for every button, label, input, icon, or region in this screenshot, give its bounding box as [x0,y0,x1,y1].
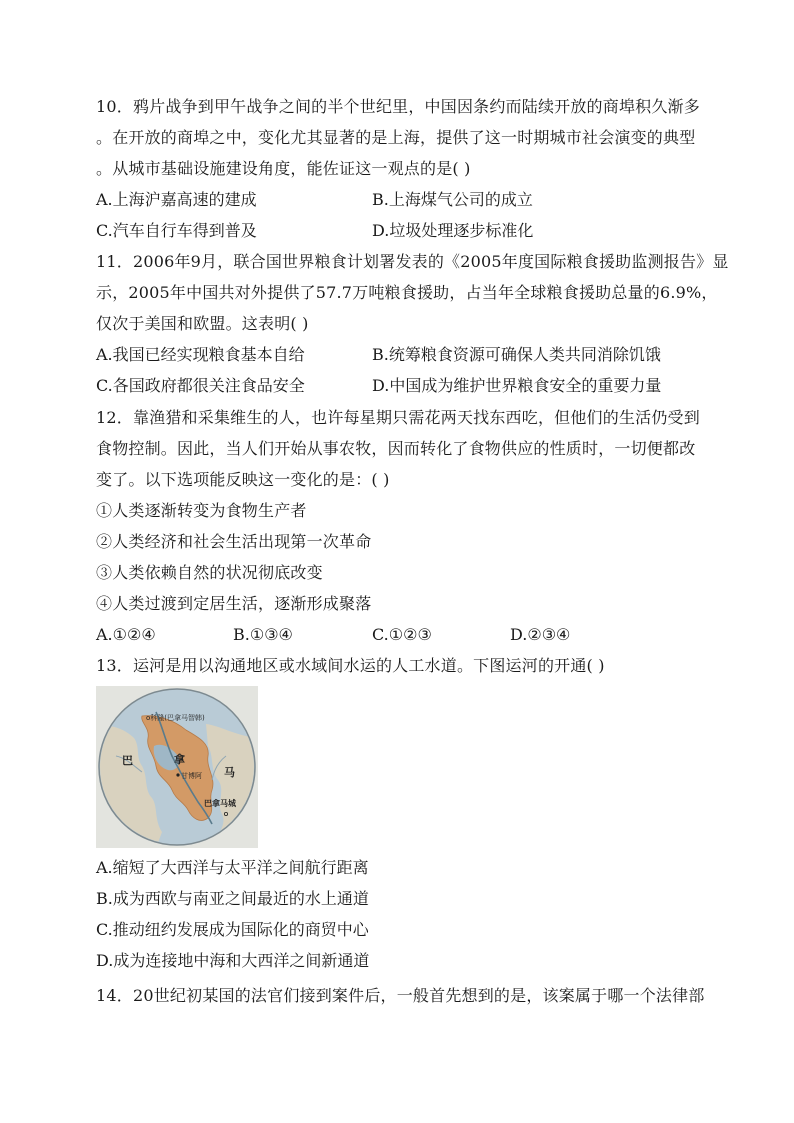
q12-item-4: ④人类过渡到定居生活，逐渐形成聚落 [96,594,372,613]
q11-option-d: D.中国成为维护世界粮食安全的重要力量 [372,376,662,395]
q12-stem-line-3: 变了。以下选项能反映这一变化的是：( ) [96,470,390,489]
q11-stem-line-2: 示，2005年中国共对外提供了57.7万吨粮食援助，占当年全球粮食援助总量的6.9%， [96,283,718,302]
q10-stem-line-2: 。在开放的商埠之中，变化尤其显著的是上海，提供了这一时期城市社会演变的典型 [96,128,696,147]
q12-item-1: ①人类逐渐转变为食物生产者 [96,501,307,520]
q12-stem-line-1: 12．靠渔猎和采集维生的人，也许每星期只需花两天找东西吃，但他们的生活仍受到 [96,408,700,427]
q10-option-c: C.汽车自行车得到普及 [96,221,257,240]
q12-option-c: C.①②③ [372,625,432,644]
panama-canal-map-drawing [96,686,258,848]
q11-option-b: B.统筹粮食资源可确保人类共同消除饥饿 [372,345,661,364]
q11-stem-line-3: 仅次于美国和欧盟。这表明( ) [96,314,309,333]
q12-option-b: B.①③④ [233,625,293,644]
q10-option-a: A.上海沪嘉高速的建成 [96,190,257,209]
q13-option-b: B.成为西欧与南亚之间最近的水上通道 [96,889,369,908]
q12-item-3: ③人类依赖自然的状况彻底改变 [96,563,323,582]
q14-stem: 14．20世纪初某国的法官们接到案件后，一般首先想到的是，该案属于哪一个法律部 [96,986,705,1005]
q10-option-b: B.上海煤气公司的成立 [372,190,533,209]
q13-option-c: C.推动纽约发展成为国际化的商贸中心 [96,920,369,939]
q10-stem-line-3: 。从城市基础设施建设角度，能佐证这一观点的是( ) [96,159,471,178]
q12-option-d: D.②③④ [510,625,571,644]
q13-option-d: D.成为连接地中海和大西洋之间新通道 [96,951,370,970]
map-label-gamboa: 甘博阿 [181,772,202,780]
map-label-panama-city: 巴拿马城 [204,799,236,808]
q13-stem: 13．运河是用以沟通地区或水域间水运的人工水道。下图运河的开通( ) [96,656,605,675]
map-label-colon: o科隆(巴拿马智韩) [146,714,205,722]
q13-option-a: A.缩短了大西洋与太平洋之间航行距离 [96,858,369,877]
map-label-ba: 巴 [122,754,133,767]
q12-stem-line-2: 食物控制。因此，当人们开始从事农牧，因而转化了食物供应的性质时，一切便都改 [96,439,696,458]
q12-item-2: ②人类经济和社会生活出现第一次革命 [96,532,372,551]
map-label-ma: 马 [224,766,235,779]
q11-option-a: A.我国已经实现粮食基本自给 [96,345,305,364]
map-label-na: 拿 [174,753,185,766]
q11-option-c: C.各国政府都很关注食品安全 [96,376,305,395]
q12-option-a: A.①②④ [96,625,156,644]
q10-option-d: D.垃圾处理逐步标准化 [372,221,534,240]
q11-stem-line-1: 11．2006年9月，联合国世界粮食计划署发表的《2005年度国际粮食援助监测报告》显 [96,252,729,271]
map-marker-gamboa [176,773,179,776]
panama-canal-map [96,686,258,848]
q10-stem-line-1: 10．鸦片战争到甲午战争之间的半个世纪里，中国因条约而陆续开放的商埠积久渐多 [96,97,700,116]
